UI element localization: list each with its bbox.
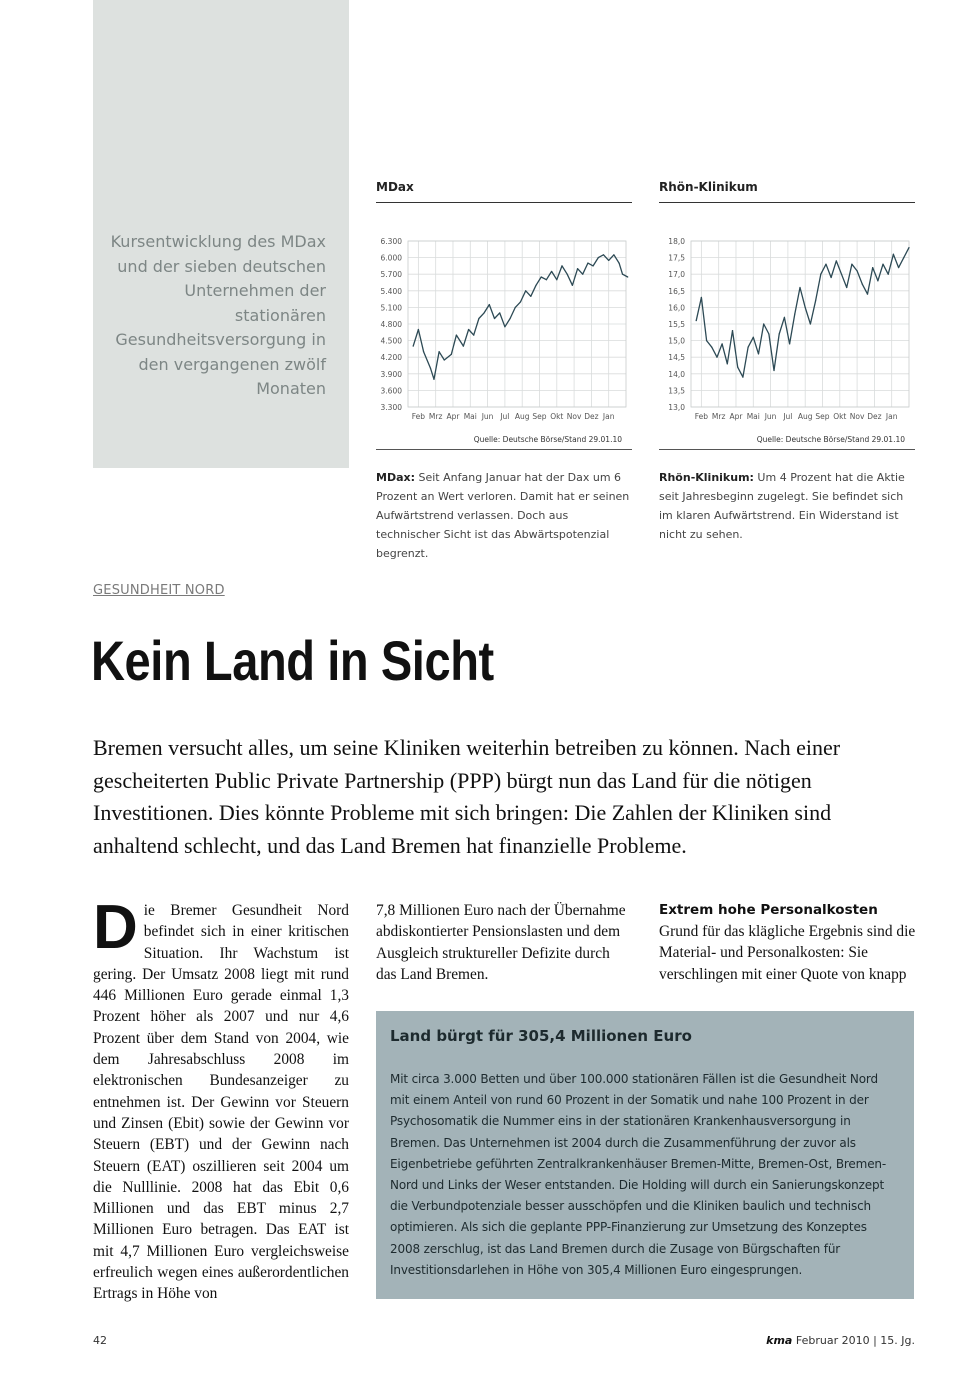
y-tick-label: 4.500: [380, 336, 402, 346]
y-tick-label: 4.800: [380, 320, 402, 329]
data-point: [535, 285, 536, 286]
data-point: [608, 260, 609, 261]
data-point: [753, 337, 754, 338]
footer-issue-text: Februar 2010 | 15. Jg.: [792, 1334, 915, 1347]
data-point: [893, 254, 894, 255]
data-point: [706, 340, 707, 341]
mdax-chart: [376, 231, 632, 431]
x-tick-label: Jul: [500, 412, 510, 421]
y-tick-label: 15,5: [668, 320, 685, 329]
x-tick-label: Jun: [764, 412, 777, 421]
data-point: [551, 271, 552, 272]
body-column-3-text: Grund für das klägliche Ergebnis sind die Material- und Personalkosten: Sie verschlingen mit einer Quote von knapp: [659, 923, 916, 983]
x-tick-label: Dez: [584, 412, 599, 421]
data-point: [444, 359, 445, 360]
footer-brand: kma: [766, 1334, 793, 1347]
x-tick-label: Mrz: [711, 412, 726, 421]
data-point: [799, 287, 800, 288]
mdax-chart-note: [376, 468, 632, 563]
data-point: [622, 274, 623, 275]
mdax-note-text: Seit Anfang Januar hat der Dax um 6 Prozent an Wert verloren. Damit hat er seinen Aufwärtstrend verlassen. Doch aus technischer Sicht ist das Abwärtspotenzial begrenzt.: [376, 471, 630, 560]
data-point: [872, 267, 873, 268]
data-point: [763, 323, 764, 324]
data-point: [525, 290, 526, 291]
info-box-text: Mit circa 3.000 Betten und über 100.000 stationären Fällen ist die Gesundheit Nord mit einem Anteil von rund 60 Prozent in der Somatik und nahe 100 Prozent in der Psychosomatik die Nummer eins in der stationären Krankenhausversorgung in Bremen. Das Unternehmen ist 2004 durch die Zusammenführung der zuvor als Eigenbetriebe geführten Zentralkrankenhäuser Bremen-Mitte, Bremen-Ost, Bremen-Nord und Links der Weser entstanden. Die Holding will durch ein Sanierungskonzept die Verbundpotenziale besser ausschöpfen und die Kliniken baulich und technisch optimieren. Als sich die geplante PPP-Finanzierung zur Umsetzung des Konzeptes 2008 zerschlug, ist das Land Bremen durch die Zusage von Bürgschaften für Investitionsdarlehen in Höhe von 305,4 Millionen Euro eingesprungen.: [390, 1072, 887, 1277]
mdax-chart-block: [376, 178, 632, 563]
x-tick-label: Dez: [867, 412, 882, 421]
y-tick-label: 5.700: [380, 270, 402, 280]
x-tick-label: Sep: [532, 412, 547, 421]
data-point: [603, 254, 604, 255]
article-headline: Kein Land in Sicht: [91, 629, 494, 692]
body-column-3: [659, 900, 917, 985]
page-number: 42: [93, 1334, 107, 1347]
x-tick-label: Mrz: [428, 412, 443, 421]
data-point: [499, 312, 500, 313]
data-point: [779, 333, 780, 334]
y-tick-label: 3.300: [380, 403, 402, 412]
y-tick-label: 4.200: [380, 353, 402, 363]
y-tick-label: 16,0: [668, 303, 685, 313]
data-point: [598, 257, 599, 258]
data-point: [572, 285, 573, 286]
rhoen-chart-note: [659, 468, 915, 544]
data-point: [732, 330, 733, 331]
data-point: [716, 357, 717, 358]
data-point: [463, 346, 464, 347]
data-point: [478, 318, 479, 319]
data-point: [618, 263, 619, 264]
x-tick-label: Mai: [463, 412, 477, 421]
data-point: [468, 329, 469, 330]
y-tick-label: 13,0: [668, 403, 685, 412]
data-point: [433, 379, 434, 380]
x-tick-label: Jan: [602, 412, 615, 421]
data-point: [836, 260, 837, 261]
y-tick-label: 16,5: [668, 286, 685, 296]
data-point: [530, 296, 531, 297]
data-point: [509, 318, 510, 319]
data-point: [577, 268, 578, 269]
rhoen-chart-title: Rhön-Klinikum: [659, 180, 758, 194]
data-point: [696, 320, 697, 321]
info-box-title: Land bürgt für 305,4 Millionen Euro: [390, 1027, 692, 1045]
rhoen-chart: [659, 231, 915, 431]
section-category[interactable]: GESUNDHEIT NORD: [93, 583, 225, 598]
body-column-1: [93, 893, 349, 1305]
x-tick-label: Okt: [550, 412, 564, 421]
data-point: [484, 312, 485, 313]
footer-issue: [766, 1334, 915, 1347]
y-tick-label: 18,0: [668, 237, 685, 246]
mdax-title-rule: [376, 202, 632, 203]
data-point: [877, 280, 878, 281]
y-tick-label: 15,0: [668, 336, 685, 346]
x-tick-label: Mai: [746, 412, 760, 421]
data-point: [888, 274, 889, 275]
body-column-2: 7,8 Millionen Euro nach der Übernahme abdiskontierter Pensionslasten und dem Ausgleich struktureller Defizite durch das Land Bremen.: [376, 902, 626, 983]
mdax-source-rule: [376, 449, 632, 450]
data-point: [882, 264, 883, 265]
x-tick-label: Jun: [481, 412, 494, 421]
rhoen-source-rule: [659, 449, 915, 450]
x-tick-label: Nov: [849, 412, 865, 421]
data-point: [520, 301, 521, 302]
data-point: [794, 313, 795, 314]
x-tick-label: Jan: [885, 412, 898, 421]
y-tick-label: 14,0: [668, 369, 685, 379]
data-point: [556, 279, 557, 280]
rhoen-title-rule: [659, 202, 915, 203]
mdax-chart-source: Quelle: Deutsche Börse/Stand 29.01.10: [473, 435, 622, 444]
rhoen-chart-source: Quelle: Deutsche Börse/Stand 29.01.10: [756, 435, 905, 444]
data-point: [727, 363, 728, 364]
data-point: [711, 347, 712, 348]
data-point: [418, 329, 419, 330]
data-point: [613, 254, 614, 255]
data-point: [489, 304, 490, 305]
data-point: [841, 274, 842, 275]
data-point: [758, 353, 759, 354]
data-point: [831, 277, 832, 278]
data-point: [593, 265, 594, 266]
data-point: [515, 307, 516, 308]
y-tick-label: 6.300: [380, 237, 402, 246]
data-point: [456, 334, 457, 335]
data-point: [567, 274, 568, 275]
column-3-subhead: Extrem hohe Personalkosten: [659, 902, 878, 918]
data-point: [784, 317, 785, 318]
body-column-1-text: ie Bremer Gesundheit Nord befindet sich in einer kritischen Situation. Ihr Wachstum ist gering. Der Umsatz 2008 liegt mit rund 446 Millionen Euro gerade einmal 1,3 Prozent höher als 2007 und nur 4,6 Prozent über dem Stand von 2004, wie dem Jahresabschluss 2008 im elektronischen Bundesanzeiger zu entnehmen ist. Der Gewinn vor Steuern und Zinsen (Ebit) sowie der Gewinn vor Steuern (EBT) und der Gewinn nach Steuern (EAT) oszillieren seit 2004 um die Nulllinie. 2008 hat das Ebit 0,6 Millionen und das EBT minus 2,7 Millionen Euro betragen. Das EAT ist mit 4,7 Millionen Euro vergleichsweise erfreulich wegen eines außerordentlichen Ertrags in Höhe von: [93, 902, 349, 1303]
y-tick-label: 3.900: [380, 369, 402, 379]
data-point: [747, 347, 748, 348]
drop-cap: D: [93, 893, 138, 962]
data-point: [473, 334, 474, 335]
data-point: [867, 294, 868, 295]
rhoen-note-label: Rhön-Klinikum:: [659, 471, 754, 484]
data-point: [737, 367, 738, 368]
data-point: [903, 257, 904, 258]
data-point: [768, 333, 769, 334]
x-tick-label: Jul: [783, 412, 793, 421]
y-tick-label: 6.000: [380, 253, 402, 263]
data-point: [541, 276, 542, 277]
y-tick-label: 3.600: [380, 386, 402, 396]
x-tick-label: Nov: [566, 412, 582, 421]
data-point: [846, 287, 847, 288]
y-tick-label: 13,5: [668, 386, 685, 396]
chart-caption: Kursentwicklung des MDax und der sieben deutschen Unternehmen der stationären Gesundheitsversorgung in den vergangenen zwölf Monaten: [110, 232, 326, 398]
mdax-note-label: MDax:: [376, 471, 415, 484]
mdax-chart-title: MDax: [376, 180, 414, 194]
data-point: [494, 318, 495, 319]
x-tick-label: Apr: [729, 412, 743, 421]
y-tick-label: 5.400: [380, 286, 402, 296]
data-point: [773, 370, 774, 371]
data-point: [810, 323, 811, 324]
data-point: [898, 267, 899, 268]
rhoen-chart-block: [659, 178, 915, 544]
x-tick-label: Aug: [797, 412, 813, 421]
data-point: [546, 279, 547, 280]
series-line: [413, 255, 628, 379]
series-line: [696, 248, 909, 378]
y-tick-label: 17,0: [668, 270, 685, 280]
data-point: [561, 265, 562, 266]
data-point: [908, 247, 909, 248]
data-point: [413, 346, 414, 347]
y-tick-label: 5.100: [380, 303, 402, 313]
x-tick-label: Feb: [694, 412, 709, 421]
y-tick-label: 17,5: [668, 253, 685, 263]
data-point: [805, 307, 806, 308]
data-point: [815, 300, 816, 301]
data-point: [856, 270, 857, 271]
data-point: [862, 284, 863, 285]
rhoen-note-text: Um 4 Prozent hat die Aktie seit Jahresbeginn zugelegt. Sie befindet sich im klaren Aufwärtstrend. Ein Widerstand ist nicht zu sehen.: [659, 471, 905, 541]
data-point: [820, 274, 821, 275]
data-point: [582, 274, 583, 275]
data-point: [851, 264, 852, 265]
data-point: [789, 343, 790, 344]
x-tick-label: Okt: [833, 412, 847, 421]
data-point: [430, 368, 431, 369]
data-point: [825, 264, 826, 265]
data-point: [722, 343, 723, 344]
data-point: [451, 354, 452, 355]
info-box: [376, 1011, 914, 1299]
data-point: [587, 263, 588, 264]
x-tick-label: Aug: [514, 412, 530, 421]
data-point: [742, 377, 743, 378]
article-lead: Bremen versucht alles, um seine Kliniken weiterhin betreiben zu können. Nach einer gescheiterten Public Private Partnership (PPP) bürgt nun das Land für die nötigen Investitionen. Dies könnte Probleme mit sich bringen: Die Zahlen der Kliniken sind anhaltend schlecht, und das Land Bremen hat finanzielle Probleme.: [93, 735, 841, 858]
y-tick-label: 14,5: [668, 353, 685, 363]
data-point: [701, 297, 702, 298]
data-point: [423, 351, 424, 352]
x-tick-label: Sep: [815, 412, 830, 421]
data-point: [627, 276, 628, 277]
data-point: [439, 351, 440, 352]
data-point: [504, 326, 505, 327]
x-tick-label: Feb: [411, 412, 426, 421]
x-tick-label: Apr: [446, 412, 460, 421]
